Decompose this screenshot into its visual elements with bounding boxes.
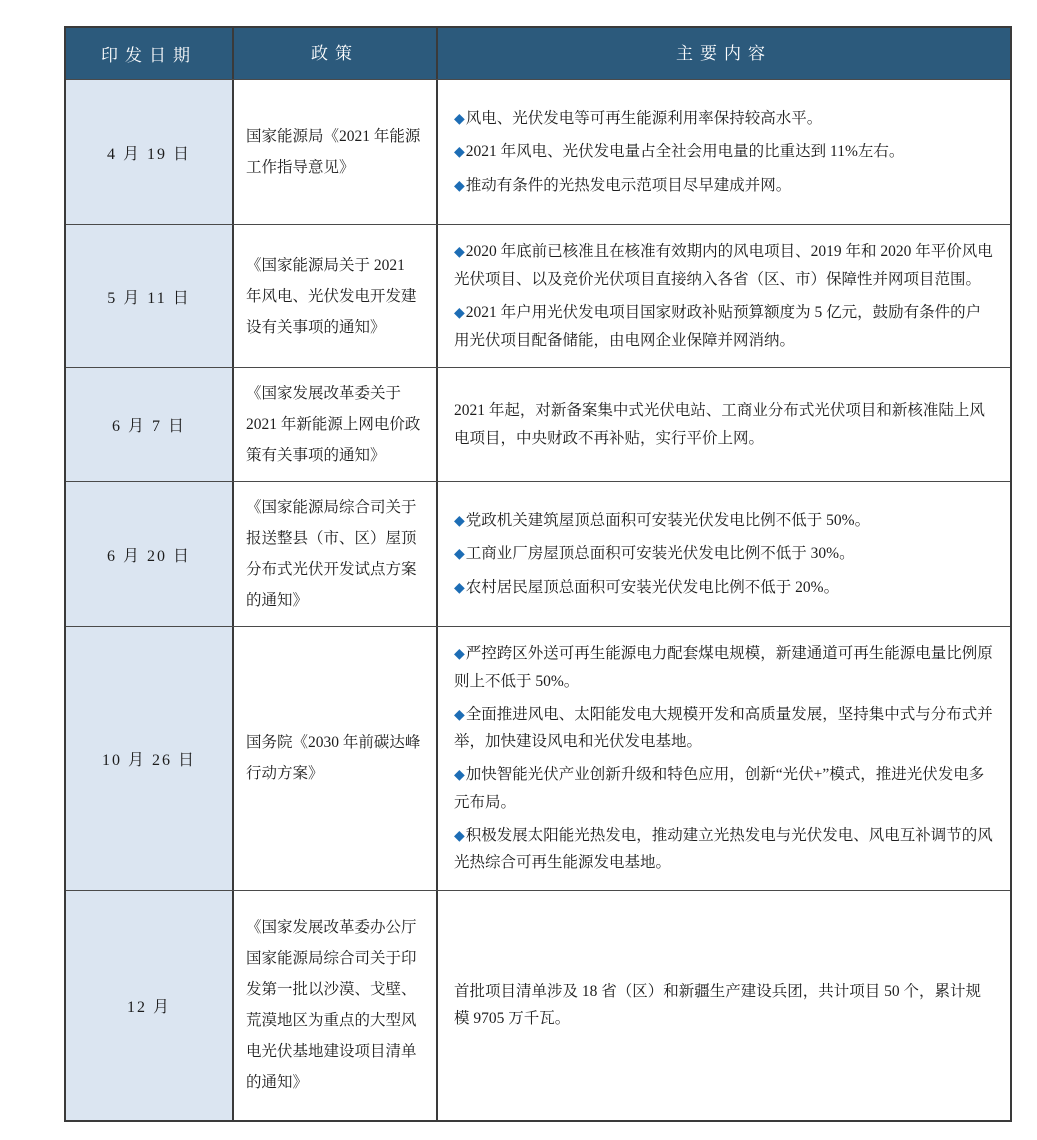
table-row	[66, 79, 1010, 224]
diamond-bullet-icon: ◆	[454, 580, 465, 596]
date-cell: 4 月 19 日	[66, 80, 232, 224]
content-cell	[438, 891, 1010, 1120]
header-main-content: 主要内容	[438, 28, 1010, 79]
diamond-bullet-icon: ◆	[454, 178, 465, 194]
table-row	[66, 367, 1010, 481]
policy-table	[64, 26, 1012, 1122]
bullet-text: 全面推进风电、太阳能发电大规模开发和高质量发展，坚持集中式与分布式并举，加快建设风电和光伏发电基地。	[454, 705, 993, 751]
table-row	[66, 481, 1010, 626]
bullet-item	[454, 822, 994, 877]
content-cell	[438, 482, 1010, 626]
diamond-bullet-icon: ◆	[454, 647, 465, 662]
bullet-item	[454, 761, 994, 816]
diamond-bullet-icon: ◆	[454, 768, 465, 784]
bullet-item	[454, 640, 994, 695]
bullet-text: 风电、光伏发电等可再生能源利用率保持较高水平。	[465, 109, 823, 127]
table-header-row	[66, 28, 1010, 79]
header-policy: 政策	[232, 28, 438, 79]
date-cell: 12 月	[66, 891, 232, 1120]
policy-cell: 《国家能源局关于 2021 年风电、光伏发电开发建设有关事项的通知》	[232, 225, 438, 367]
table-row	[66, 626, 1010, 890]
bullet-item	[454, 105, 994, 133]
policy-cell: 国家能源局《2021 年能源工作指导意见》	[232, 80, 438, 224]
bullet-text: 农村居民屋顶总面积可安装光伏发电比例不低于 20%。	[465, 578, 840, 596]
diamond-bullet-icon: ◆	[454, 547, 465, 563]
header-issue-date: 印发日期	[66, 28, 232, 79]
bullet-text: 2021 年风电、光伏发电量占全社会用电量的比重达到 11%左右。	[465, 143, 905, 161]
table-row	[66, 224, 1010, 367]
date-cell: 5 月 11 日	[66, 225, 232, 367]
bullet-item	[454, 238, 994, 293]
content-cell	[438, 368, 1010, 481]
bullet-text: 党政机关建筑屋顶总面积可安装光伏发电比例不低于 50%。	[465, 511, 871, 529]
bullet-item	[454, 701, 994, 756]
content-paragraph: 2021 年起，对新备案集中式光伏电站、工商业分布式光伏项目和新核准陆上风电项目，中央财政不再补贴，实行平价上网。	[454, 402, 985, 447]
bullet-item	[454, 172, 994, 200]
content-cell	[438, 80, 1010, 224]
diamond-bullet-icon: ◆	[454, 707, 465, 723]
diamond-bullet-icon: ◆	[454, 828, 465, 844]
bullet-item	[454, 507, 994, 535]
diamond-bullet-icon: ◆	[454, 306, 465, 321]
date-cell: 10 月 26 日	[66, 627, 232, 890]
bullet-item	[454, 574, 994, 602]
bullet-text: 2021 年户用光伏发电项目国家财政补贴预算额度为 5 亿元，鼓励有条件的户用光伏项目配备储能，由电网企业保障并网消纳。	[454, 304, 982, 349]
date-cell: 6 月 7 日	[66, 368, 232, 481]
bullet-item	[454, 138, 994, 166]
bullet-text: 加快智能光伏产业创新升级和特色应用，创新“光伏+”模式，推进光伏发电多元布局。	[454, 766, 985, 811]
content-paragraph: 首批项目清单涉及 18 省（区）和新疆生产建设兵团，共计项目 50 个，累计规模 9705 万千瓦。	[454, 982, 982, 1027]
diamond-bullet-icon: ◆	[454, 513, 465, 529]
table-row	[66, 890, 1010, 1120]
bullet-text: 工商业厂房屋顶总面积可安装光伏发电比例不低于 30%。	[465, 545, 855, 563]
bullet-item	[454, 299, 994, 354]
date-cell: 6 月 20 日	[66, 482, 232, 626]
policy-cell: 国务院《2030 年前碳达峰行动方案》	[232, 627, 438, 890]
diamond-bullet-icon: ◆	[454, 111, 465, 127]
bullet-text: 严控跨区外送可再生能源电力配套煤电规模，新建通道可再生能源电量比例原则上不低于 50%。	[454, 645, 993, 690]
content-cell	[438, 627, 1010, 890]
bullet-item	[454, 540, 994, 568]
content-cell	[438, 225, 1010, 367]
bullet-text: 积极发展太阳能光热发电，推动建立光热发电与光伏发电、风电互补调节的风光热综合可再生能源发电基地。	[454, 826, 993, 872]
bullet-text: 推动有条件的光热发电示范项目尽早建成并网。	[465, 176, 792, 194]
policy-cell: 《国家发展改革委办公厅 国家能源局综合司关于印发第一批以沙漠、戈壁、荒漠地区为重点的大型风电光伏基地建设项目清单的通知》	[232, 891, 438, 1120]
policy-cell: 《国家能源局综合司关于报送整县（市、区）屋顶分布式光伏开发试点方案的通知》	[232, 482, 438, 626]
diamond-bullet-icon: ◆	[454, 145, 465, 161]
policy-cell: 《国家发展改革委关于 2021 年新能源上网电价政策有关事项的通知》	[232, 368, 438, 481]
diamond-bullet-icon: ◆	[454, 245, 465, 261]
bullet-text: 2020 年底前已核准且在核准有效期内的风电项目、2019 年和 2020 年平价风电光伏项目、以及竞价光伏项目直接纳入各省（区、市）保障性并网项目范围。	[454, 243, 993, 288]
